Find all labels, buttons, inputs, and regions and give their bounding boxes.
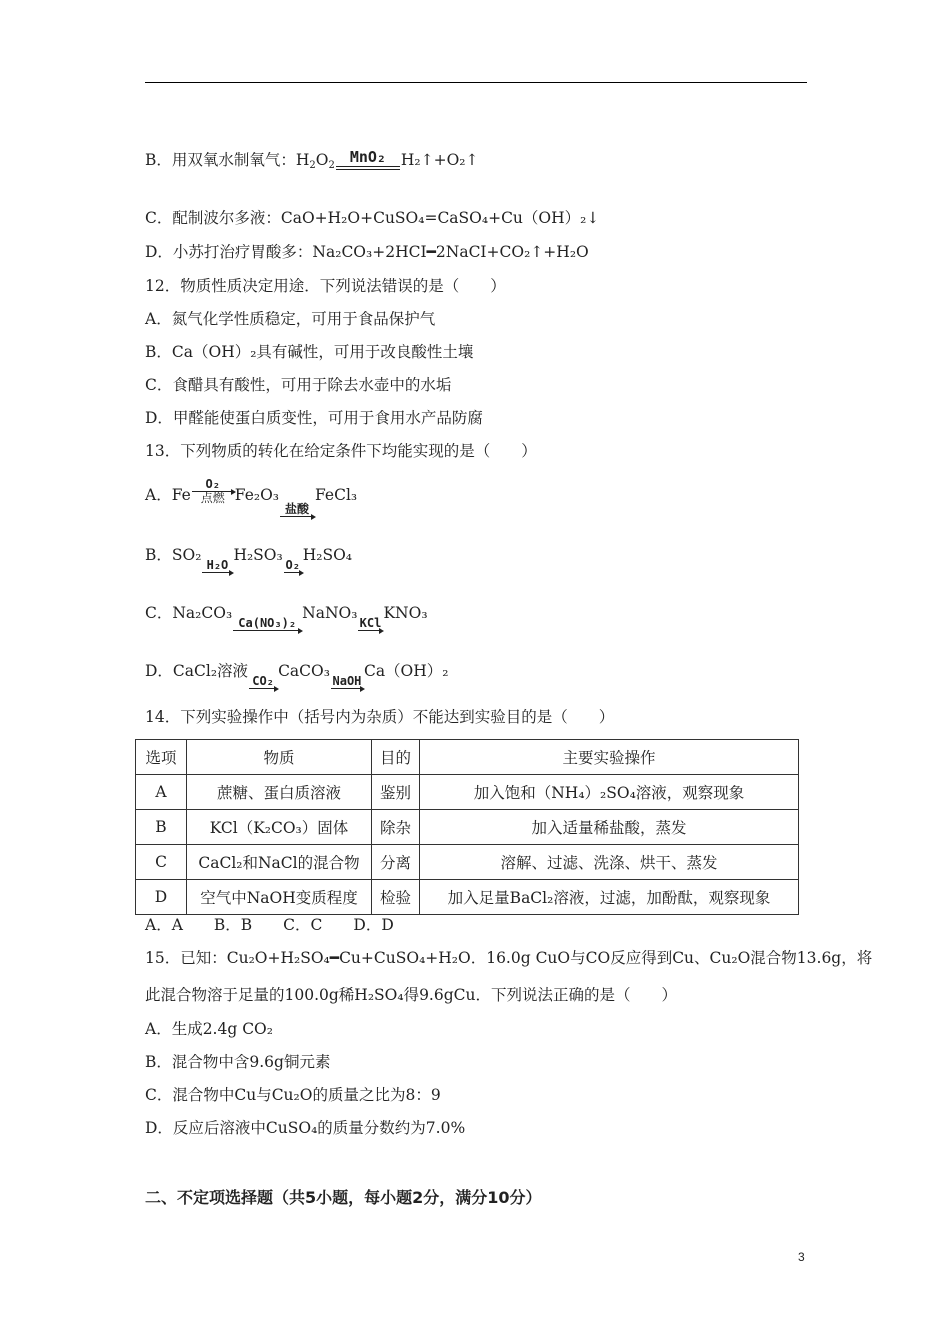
- q11-option-b: B．用双氧水制氧气：$H_2O_2$ MnO₂ H₂↑+O₂↑: [145, 148, 479, 171]
- q11-b-tail: H₂↑+O₂↑: [400, 151, 479, 169]
- q12-stem: 12．物质性质决定用途．下列说法错误的是（ ）: [145, 277, 506, 295]
- q13-d-mid: CaCO₃: [278, 662, 330, 680]
- table-cell: KCl（K₂CO₃）固体: [187, 810, 372, 845]
- q13-option-b: [145, 545, 352, 572]
- table-cell: 空气中NaOH变质程度: [187, 880, 372, 915]
- reaction-arrow: [331, 675, 363, 689]
- q14-options: A．A B．B C．C D．D: [145, 916, 394, 934]
- q12-option-c: C．食醋具有酸性，可用于除去水壶中的水垢: [145, 376, 452, 394]
- header-rule: [145, 82, 807, 83]
- q14-table: [135, 739, 799, 915]
- q11-b-prefix: B．用双氧水制氧气：H: [145, 151, 310, 169]
- q15-option-b: B．混合物中含9.6g铜元素: [145, 1053, 331, 1071]
- q15-stem-line2: 此混合物溶于足量的100.0g稀H₂SO₄得9.6gCu．下列说法正确的是（ ）: [145, 986, 677, 1004]
- q13-d-cond2: NaOH: [332, 674, 362, 688]
- table-cell: 溶解、过滤、洗涤、烘干、蒸发: [420, 845, 799, 880]
- q13-b-mid: H₂SO₃: [233, 546, 283, 564]
- table-cell: A: [136, 775, 187, 810]
- section-heading: 二、不定项选择题（共5小题，每小题2分，满分10分）: [145, 1188, 542, 1207]
- q15-stem-line1: 15．已知：Cu₂O+H₂SO₄━Cu+CuSO₄+H₂O．16.0g CuO与CO反应得到Cu、Cu₂O混合物13.6g，将: [145, 949, 873, 967]
- mno2-condition-arrow: [336, 148, 400, 170]
- q13-a-cond1-bottom: 点燃: [200, 491, 225, 505]
- table-cell: B: [136, 810, 187, 845]
- table-header-cell: 目的: [372, 740, 420, 775]
- table-header-row: [136, 740, 799, 775]
- q13-b-reactant: B．SO₂: [145, 546, 202, 564]
- table-header-cell: 物质: [187, 740, 372, 775]
- q13-d-product: Ca（OH）₂: [363, 662, 449, 680]
- q13-b-product: H₂SO₄: [302, 546, 352, 564]
- q13-b-cond1: H₂O: [206, 558, 229, 572]
- table-row: [136, 880, 799, 915]
- q12-option-d: D．甲醛能使蛋白质变性，可用于食用水产品防腐: [145, 409, 483, 427]
- table-cell: 加入适量稀盐酸，蒸发: [420, 810, 799, 845]
- table-cell: 除杂: [372, 810, 420, 845]
- reaction-arrow: [358, 617, 382, 631]
- q13-c-mid: NaNO₃: [302, 604, 358, 622]
- q13-option-d: [145, 661, 449, 688]
- reaction-arrow: [249, 675, 277, 689]
- reaction-arrow: [284, 559, 302, 573]
- q11-option-c: C．配制波尔多液：CaO+H₂O+CuSO₄=CaSO₄+Cu（OH）₂↓: [145, 209, 600, 227]
- table-cell: 鉴别: [372, 775, 420, 810]
- q13-option-a: [145, 477, 358, 516]
- table-cell: C: [136, 845, 187, 880]
- q15-option-d: D．反应后溶液中CuSO₄的质量分数约为7.0%: [145, 1119, 466, 1137]
- table-row: [136, 775, 799, 810]
- table-row: [136, 810, 799, 845]
- table-cell: 蔗糖、蛋白质溶液: [187, 775, 372, 810]
- table-cell: CaCl₂和NaCl的混合物: [187, 845, 372, 880]
- reaction-arrow: [202, 559, 232, 573]
- q13-d-reactant: D．CaCl₂溶液: [145, 662, 249, 680]
- q15-option-a: A．生成2.4g CO₂: [145, 1020, 273, 1038]
- q12-option-b: B．Ca（OH）₂具有碱性，可用于改良酸性土壤: [145, 343, 474, 361]
- q13-b-cond2: O₂: [285, 558, 300, 572]
- q13-d-cond1: CO₂: [252, 674, 274, 688]
- q12-option-a: A．氮气化学性质稳定，可用于食品保护气: [145, 310, 436, 328]
- q13-c-cond1: Ca(NO₃)₂: [238, 616, 297, 630]
- q15-option-c: C．混合物中Cu与Cu₂O的质量之比为8：9: [145, 1086, 441, 1104]
- q13-c-product: KNO₃: [383, 604, 428, 622]
- q14-stem: 14．下列实验操作中（括号内为杂质）不能达到实验目的是（ ）: [145, 708, 615, 726]
- q13-a-cond2-top: 盐酸: [284, 502, 309, 516]
- table-header-cell: 选项: [136, 740, 187, 775]
- reaction-arrow: [233, 617, 301, 631]
- table-cell: 加入足量BaCl₂溶液，过滤，加酚酞，观察现象: [420, 880, 799, 915]
- q11-option-d: D．小苏打治疗胃酸多：Na₂CO₃+2HCI━2NaCI+CO₂↑+H₂O: [145, 243, 589, 261]
- q13-c-cond2: KCl: [359, 616, 382, 630]
- q13-a-cond1-top: O₂: [205, 477, 220, 491]
- table-row: [136, 845, 799, 880]
- table-cell: 分离: [372, 845, 420, 880]
- reaction-arrow: [192, 478, 234, 505]
- q11-b-condition: MnO₂: [349, 148, 386, 166]
- table-cell: 检验: [372, 880, 420, 915]
- table-header-cell: 主要实验操作: [420, 740, 799, 775]
- table-cell: 加入饱和（NH₄）₂SO₄溶液，观察现象: [420, 775, 799, 810]
- q13-stem: 13．下列物质的转化在给定条件下均能实现的是（ ）: [145, 442, 537, 460]
- page-number: 3: [798, 1250, 805, 1264]
- q13-a-reactant: A．Fe: [145, 486, 191, 504]
- q13-c-reactant: C．Na₂CO₃: [145, 604, 233, 622]
- table-cell: D: [136, 880, 187, 915]
- q13-option-c: [145, 603, 428, 630]
- reaction-arrow: [280, 503, 314, 517]
- q13-a-mid: Fe₂O₃: [234, 486, 279, 504]
- q13-a-product: FeCl₃: [315, 486, 358, 504]
